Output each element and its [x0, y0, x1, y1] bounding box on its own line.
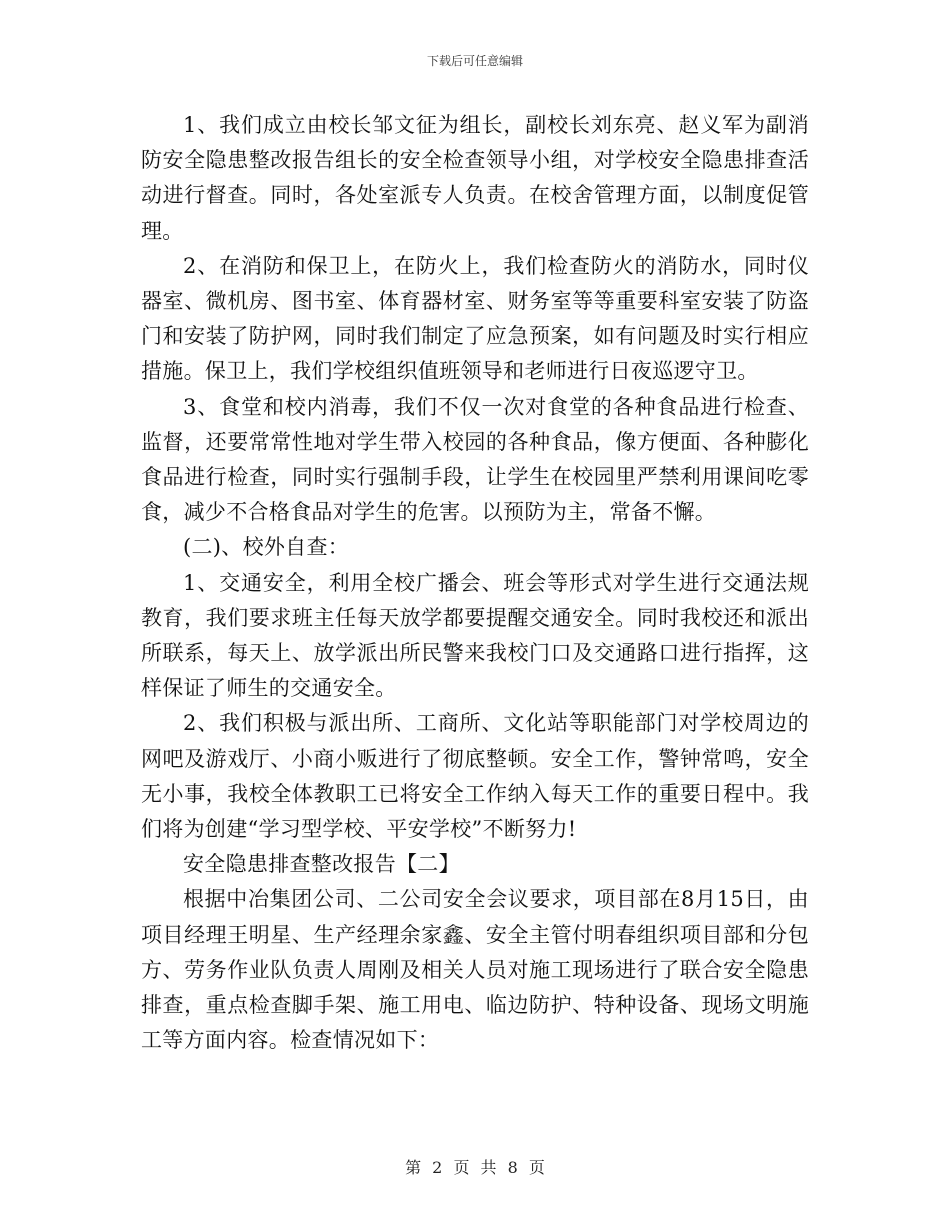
paragraph-project-inspection: 根据中冶集团公司、二公司安全会议要求，项目部在8月15日，由项目经理王明星、生产经理余家鑫、安全主管付明春组织项目部和分包方、劳务作业队负责人周刚及相关人员对施工现场进行了联合安全隐患排查，重点检查脚手架、施工用电、临边防护、特种设备、现场文明施工等方面内容。检查情况如下： [141, 887, 809, 1053]
paragraph-surroundings-rectification: 2、我们积极与派出所、工商所、文化站等职能部门对学校周边的网吧及游戏厅、小商小贩进行了彻底整顿。安全工作，警钟常鸣，安全无小事，我校全体教职工已将安全工作纳入每天工作的重要日程中。我们将为创建“学习型学校、平安学校”不断努力! [141, 711, 809, 842]
paragraph-canteen-disinfection: 3、食堂和校内消毒，我们不仅一次对食堂的各种食品进行检查、监督，还要常常性地对学生带入校园的各种食品，像方便面、各种膨化食品进行检查，同时实行强制手段，让学生在校园里严禁利用课间吃零食，减少不合格食品对学生的危害。以预防为主，常备不懈。 [141, 394, 809, 525]
page-header-note: 下载后可任意编辑 [426, 54, 523, 68]
section-heading-report-two: 安全隐患排查整改报告【二】 [183, 852, 460, 877]
page-number-footer: 第 2 页 共 8 页 [405, 1158, 545, 1177]
document-body [141, 108, 809, 1058]
paragraph-principal-team: 1、我们成立由校长邹文征为组长，副校长刘东亮、赵义军为副消防安全隐患整改报告组长的安全检查领导小组，对学校安全隐患排查活动进行督查。同时，各处室派专人负责。在校舍管理方面，以制度促管理。 [141, 113, 809, 243]
section-heading-offcampus: (二)、校外自查： [183, 535, 350, 560]
paragraph-fire-security: 2、在消防和保卫上，在防火上，我们检查防火的消防水，同时仪器室、微机房、图书室、体育器材室、财务室等等重要科室安装了防盗门和安装了防护网，同时我们制定了应急预案，如有问题及时实行相应措施。保卫上，我们学校组织值班领导和老师进行日夜巡逻守卫。 [141, 253, 809, 384]
paragraph-traffic-safety: 1、交通安全，利用全校广播会、班会等形式对学生进行交通法规教育，我们要求班主任每天放学都要提醒交通安全。同时我校还和派出所联系，每天上、放学派出所民警来我校门口及交通路口进行指挥，这样保证了师生的交通安全。 [141, 570, 809, 701]
